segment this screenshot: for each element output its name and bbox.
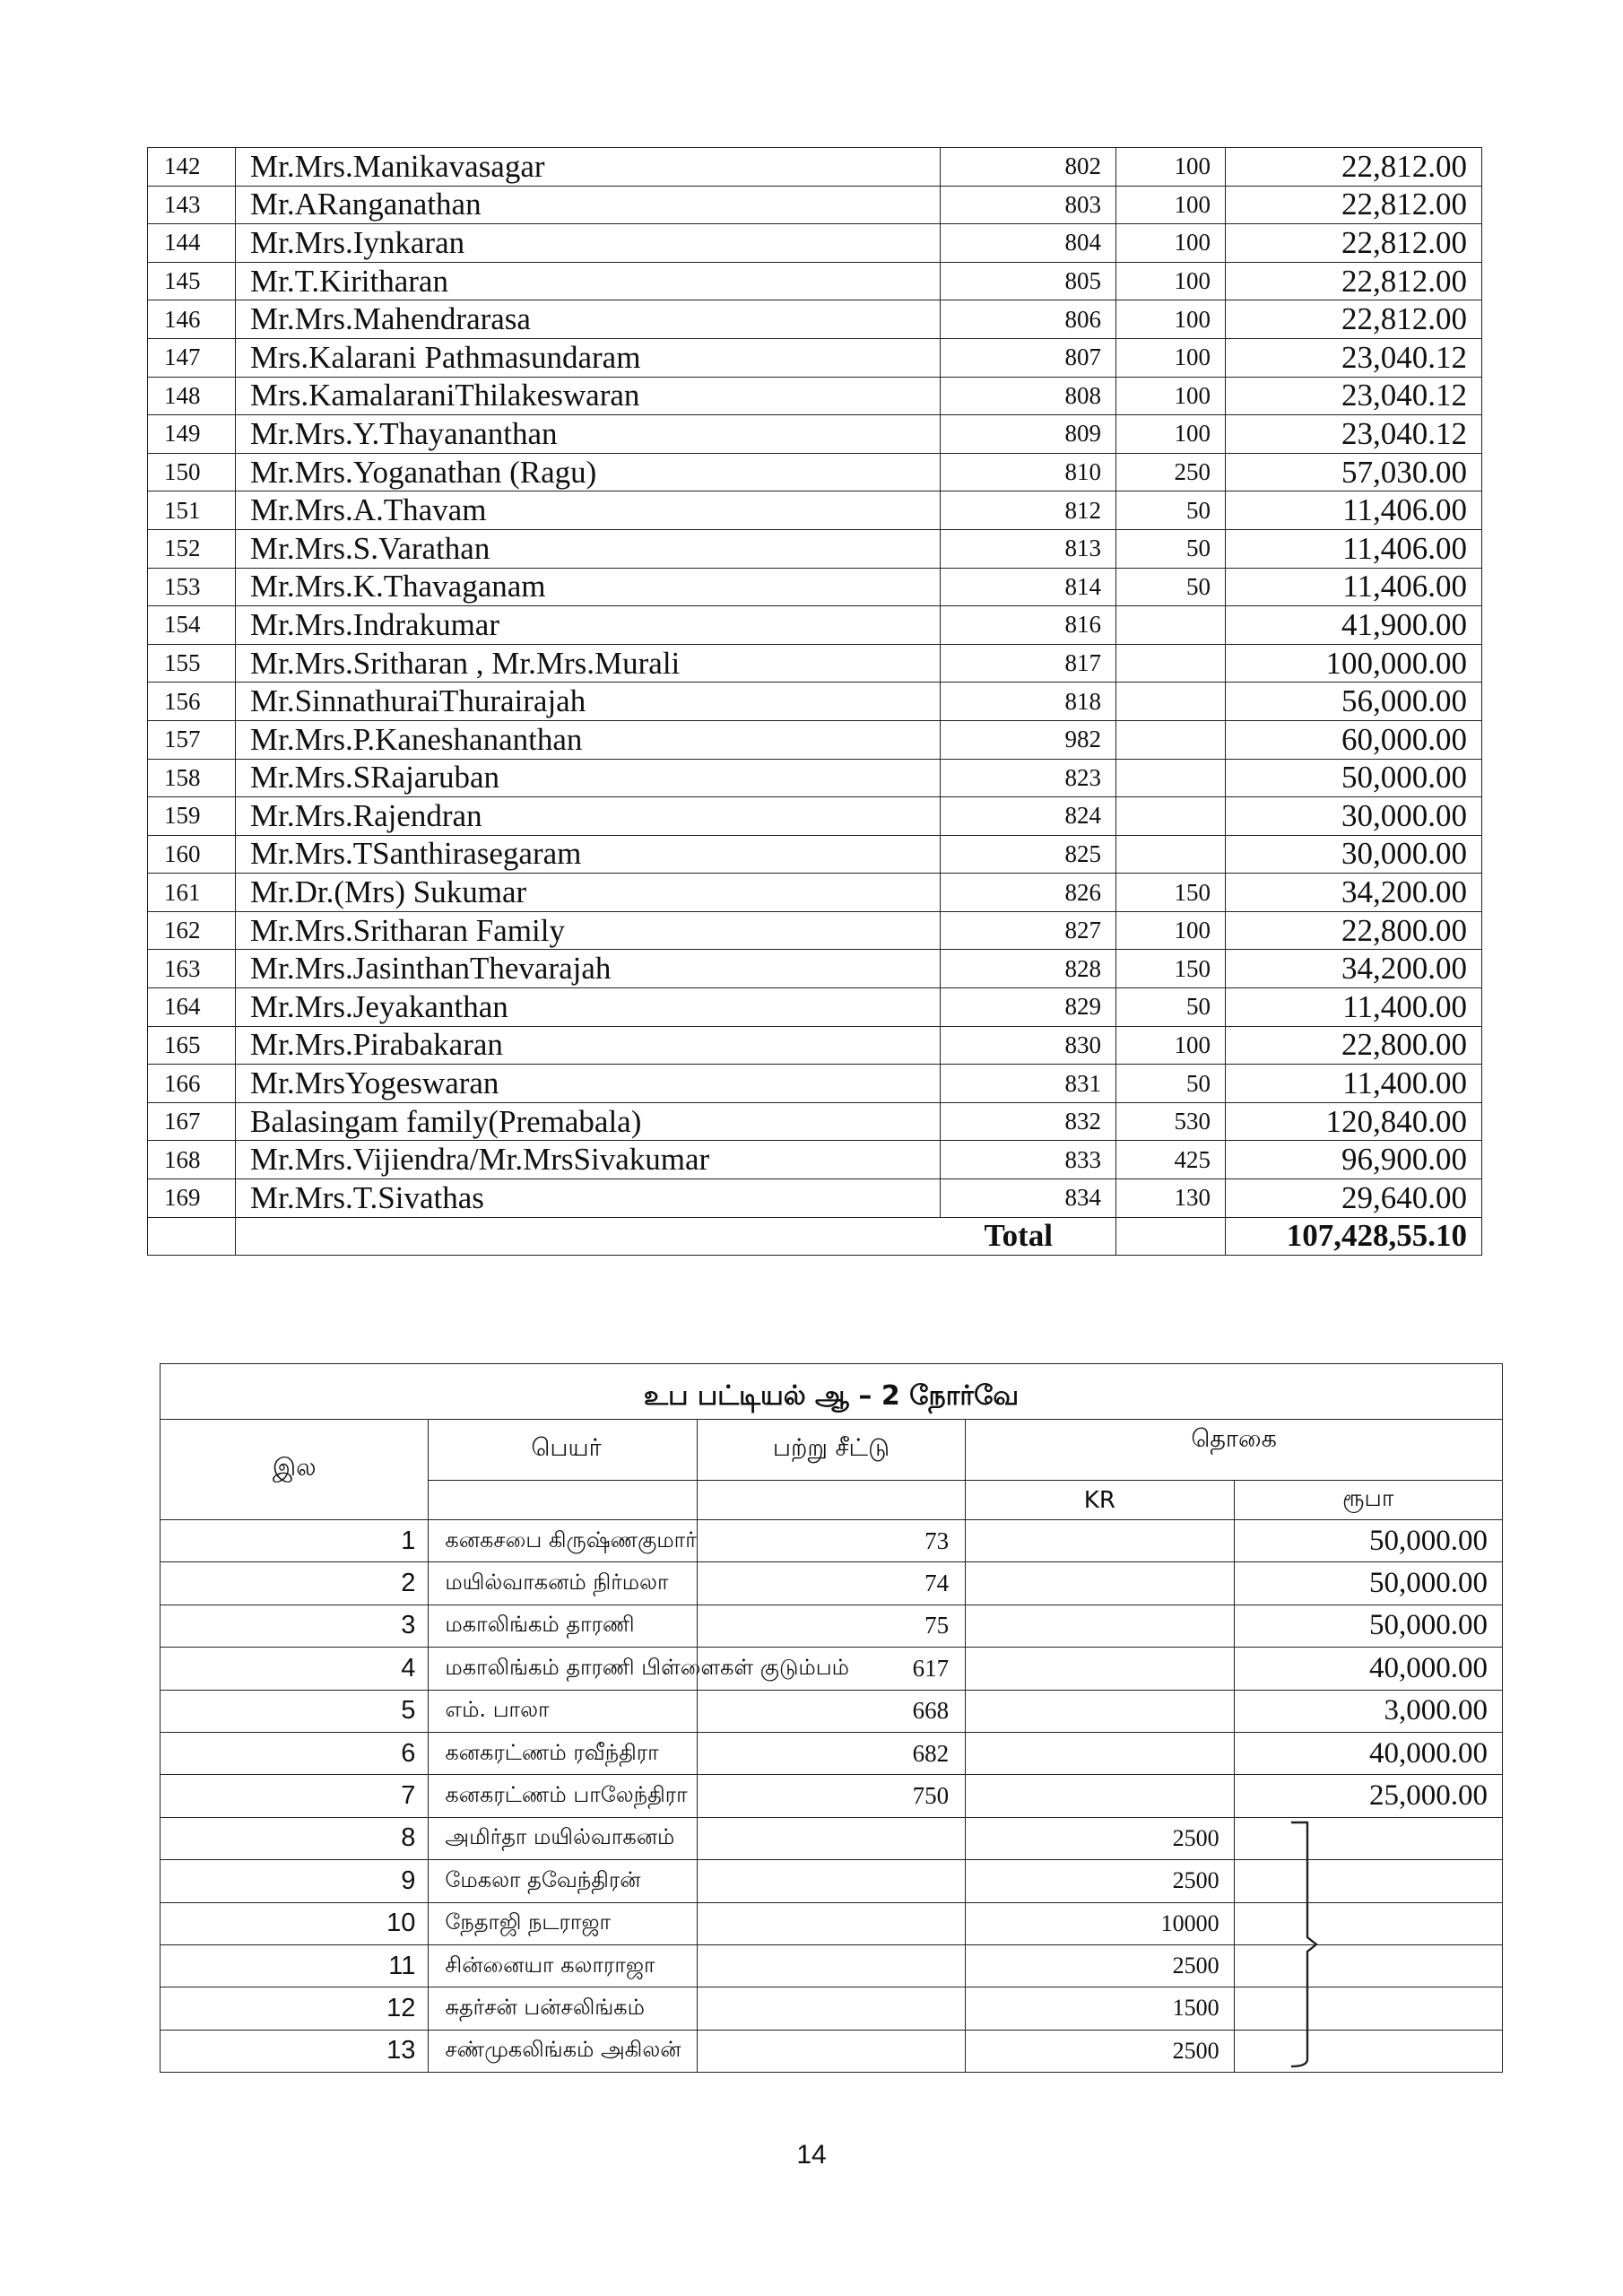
row-name: மகாலிங்கம் தாரணி — [429, 1605, 697, 1647]
row-rupee-amount — [1234, 1944, 1502, 1987]
row-name: Mr.MrsYogeswaran — [236, 1065, 941, 1103]
row-amount: 23,040.12 — [1226, 377, 1482, 415]
table-row — [161, 1648, 1503, 1690]
row-serial-no: 10 — [161, 1902, 429, 1944]
row-kr-amount — [966, 1520, 1234, 1562]
row-shares: 530 — [1116, 1102, 1226, 1141]
row-rupee-amount: 3,000.00 — [1234, 1690, 1502, 1732]
row-kr-amount — [966, 1562, 1234, 1605]
row-shares: 100 — [1116, 1026, 1226, 1065]
row-name: கனகசபை கிருஷ்ணகுமார் — [429, 1520, 697, 1562]
row-receipt-no: 682 — [697, 1732, 965, 1774]
row-shares — [1116, 683, 1226, 721]
table-row — [161, 1732, 1503, 1774]
table-row — [148, 338, 1482, 377]
row-serial-no: 149 — [148, 415, 236, 454]
table-row — [148, 415, 1482, 454]
row-kr-amount — [966, 1732, 1234, 1774]
row-serial-no: 160 — [148, 835, 236, 874]
row-amount: 22,812.00 — [1226, 148, 1482, 187]
row-receipt-no: 73 — [697, 1520, 965, 1562]
row-shares: 50 — [1116, 568, 1226, 606]
header-kr: KR — [966, 1481, 1234, 1520]
row-receipt-no — [697, 1944, 965, 1987]
table-row — [148, 911, 1482, 950]
row-name: மயில்வாகனம் நிர்மலா — [429, 1562, 697, 1605]
row-shares — [1116, 606, 1226, 645]
row-serial-no: 152 — [148, 529, 236, 568]
header-row — [161, 1420, 1503, 1481]
row-shares: 150 — [1116, 874, 1226, 912]
row-receipt-no: 829 — [941, 988, 1116, 1027]
row-serial-no: 168 — [148, 1141, 236, 1179]
row-receipt-no: 832 — [941, 1102, 1116, 1141]
table-row — [148, 148, 1482, 187]
row-serial-no: 165 — [148, 1026, 236, 1065]
row-shares: 100 — [1116, 224, 1226, 263]
row-name: Mr.Mrs.Pirabakaran — [236, 1026, 941, 1065]
row-name: Mr.Mrs.Y.Thayananthan — [236, 415, 941, 454]
row-name: எம். பாலா — [429, 1690, 697, 1732]
row-amount: 30,000.00 — [1226, 797, 1482, 836]
row-rupee-amount: 50,000.00 — [1234, 1520, 1502, 1562]
row-amount: 11,406.00 — [1226, 491, 1482, 530]
row-receipt-no: 805 — [941, 262, 1116, 300]
row-serial-no: 13 — [161, 2030, 429, 2072]
row-serial-no: 145 — [148, 262, 236, 300]
row-serial-no: 7 — [161, 1775, 429, 1817]
row-receipt-no: 814 — [941, 568, 1116, 606]
contributions-table-body — [148, 148, 1482, 1256]
row-shares — [1116, 759, 1226, 797]
row-shares: 100 — [1116, 415, 1226, 454]
row-serial-no: 146 — [148, 300, 236, 339]
row-shares: 100 — [1116, 300, 1226, 339]
row-amount: 41,900.00 — [1226, 606, 1482, 645]
row-amount: 29,640.00 — [1226, 1179, 1482, 1218]
row-serial-no: 143 — [148, 186, 236, 224]
row-amount: 22,812.00 — [1226, 300, 1482, 339]
row-name: Mr.Mrs.A.Thavam — [236, 491, 941, 530]
row-name: மேகலா தவேந்திரன் — [429, 1860, 697, 1902]
row-shares: 50 — [1116, 988, 1226, 1027]
row-name: Mr.Mrs.K.Thavaganam — [236, 568, 941, 606]
row-shares: 100 — [1116, 377, 1226, 415]
row-name: Mr.Mrs.Jeyakanthan — [236, 988, 941, 1027]
row-amount: 22,812.00 — [1226, 224, 1482, 263]
row-name: Mr.Mrs.TSanthirasegaram — [236, 835, 941, 874]
row-name: கனகரட்ணம் ரவீந்திரா — [429, 1732, 697, 1774]
row-rupee-amount — [1234, 1817, 1502, 1859]
row-name: சண்முகலிங்கம் அகிலன் — [429, 2030, 697, 2072]
row-receipt-no: 804 — [941, 224, 1116, 263]
row-serial-no: 159 — [148, 797, 236, 836]
table-row — [148, 683, 1482, 721]
row-name: Mr.ARanganathan — [236, 186, 941, 224]
row-receipt-no: 831 — [941, 1065, 1116, 1103]
row-serial-no: 11 — [161, 1944, 429, 1987]
row-amount: 34,200.00 — [1226, 950, 1482, 988]
row-rupee-amount: 25,000.00 — [1234, 1775, 1502, 1817]
row-name: Balasingam family(Premabala) — [236, 1102, 941, 1141]
row-serial-no: 155 — [148, 644, 236, 683]
table-row — [148, 186, 1482, 224]
table-row — [148, 1065, 1482, 1103]
row-name: Mrs.KamalaraniThilakeswaran — [236, 377, 941, 415]
row-serial-no: 12 — [161, 1987, 429, 2030]
row-amount: 22,800.00 — [1226, 1026, 1482, 1065]
row-shares: 100 — [1116, 148, 1226, 187]
row-receipt-no: 750 — [697, 1775, 965, 1817]
row-receipt-no: 802 — [941, 148, 1116, 187]
sublist-title: உப பட்டியல் ஆ – 2 நோர்வே — [161, 1364, 1503, 1420]
row-receipt-no: 830 — [941, 1026, 1116, 1065]
row-serial-no: 142 — [148, 148, 236, 187]
row-serial-no: 157 — [148, 720, 236, 759]
row-amount: 30,000.00 — [1226, 835, 1482, 874]
row-kr-amount: 10000 — [966, 1902, 1234, 1944]
row-receipt-no: 833 — [941, 1141, 1116, 1179]
row-receipt-no — [697, 1987, 965, 2030]
row-name: Mr.Mrs.Iynkaran — [236, 224, 941, 263]
row-kr-amount — [966, 1775, 1234, 1817]
table-row — [148, 950, 1482, 988]
row-serial-no: 144 — [148, 224, 236, 263]
row-name: Mr.Mrs.JasinthanThevarajah — [236, 950, 941, 988]
row-shares: 130 — [1116, 1179, 1226, 1218]
table-row — [161, 1562, 1503, 1605]
row-receipt-no: 617 — [697, 1648, 965, 1690]
subheader-name-blank — [429, 1481, 697, 1520]
row-name: Mr.Mrs.Manikavasagar — [236, 148, 941, 187]
row-serial-no: 158 — [148, 759, 236, 797]
row-receipt-no: 812 — [941, 491, 1116, 530]
row-name: Mr.Mrs.Mahendrarasa — [236, 300, 941, 339]
table-row — [148, 224, 1482, 263]
row-shares — [1116, 720, 1226, 759]
row-name: மகாலிங்கம் தாரணி பிள்ளைகள் குடும்பம் — [429, 1648, 697, 1690]
row-serial-no: 163 — [148, 950, 236, 988]
row-name: Mr.Mrs.Yoganathan (Ragu) — [236, 453, 941, 491]
table-row — [161, 1690, 1503, 1732]
total-label: Total — [236, 1217, 1116, 1256]
row-receipt-no: 809 — [941, 415, 1116, 454]
table-row — [148, 300, 1482, 339]
row-amount: 100,000.00 — [1226, 644, 1482, 683]
row-shares: 50 — [1116, 491, 1226, 530]
row-amount: 11,400.00 — [1226, 1065, 1482, 1103]
row-name: Mr.T.Kiritharan — [236, 262, 941, 300]
row-receipt-no — [697, 1860, 965, 1902]
row-receipt-no: 982 — [941, 720, 1116, 759]
row-shares — [1116, 797, 1226, 836]
total-value: 107,428,55.10 — [1226, 1217, 1482, 1256]
row-name: சின்னையா கலாராஜா — [429, 1944, 697, 1987]
row-name: Mr.Mrs.SRajaruban — [236, 759, 941, 797]
row-receipt-no: 808 — [941, 377, 1116, 415]
row-shares: 425 — [1116, 1141, 1226, 1179]
row-serial-no: 156 — [148, 683, 236, 721]
row-receipt-no: 807 — [941, 338, 1116, 377]
row-amount: 120,840.00 — [1226, 1102, 1482, 1141]
row-kr-amount: 2500 — [966, 1944, 1234, 1987]
row-name: நேதாஜி நடராஜா — [429, 1902, 697, 1944]
table-row — [148, 568, 1482, 606]
row-receipt-no — [697, 2030, 965, 2072]
row-kr-amount: 1500 — [966, 1987, 1234, 2030]
row-serial-no: 151 — [148, 491, 236, 530]
row-kr-amount — [966, 1648, 1234, 1690]
table-row — [148, 835, 1482, 874]
row-receipt-no — [697, 1817, 965, 1859]
row-serial-no: 162 — [148, 911, 236, 950]
row-shares: 100 — [1116, 186, 1226, 224]
row-serial-no: 167 — [148, 1102, 236, 1141]
table-row — [148, 797, 1482, 836]
row-amount: 23,040.12 — [1226, 415, 1482, 454]
row-serial-no: 1 — [161, 1520, 429, 1562]
row-amount: 50,000.00 — [1226, 759, 1482, 797]
total-row — [148, 1217, 1482, 1256]
row-name: Mr.Mrs.S.Varathan — [236, 529, 941, 568]
table-row — [148, 606, 1482, 645]
row-receipt-no: 818 — [941, 683, 1116, 721]
table-row — [148, 1026, 1482, 1065]
row-receipt-no: 75 — [697, 1605, 965, 1647]
table-row — [148, 874, 1482, 912]
table-row — [148, 720, 1482, 759]
row-receipt-no: 817 — [941, 644, 1116, 683]
row-shares: 250 — [1116, 453, 1226, 491]
table-row — [148, 377, 1482, 415]
page-number: 14 — [796, 2140, 827, 2170]
row-name: Mr.SinnathuraiThurairajah — [236, 683, 941, 721]
row-amount: 23,040.12 — [1226, 338, 1482, 377]
row-serial-no: 161 — [148, 874, 236, 912]
row-amount: 11,406.00 — [1226, 568, 1482, 606]
row-name: Mr.Mrs.Indrakumar — [236, 606, 941, 645]
row-receipt-no: 813 — [941, 529, 1116, 568]
row-receipt-no: 823 — [941, 759, 1116, 797]
row-rupee-amount — [1234, 1987, 1502, 2030]
contributions-table — [147, 147, 1482, 1256]
row-name: அமிர்தா மயில்வாகனம் — [429, 1817, 697, 1859]
table-row — [148, 262, 1482, 300]
row-serial-no: 154 — [148, 606, 236, 645]
table-row — [148, 759, 1482, 797]
row-kr-amount: 2500 — [966, 2030, 1234, 2072]
row-kr-amount: 2500 — [966, 1860, 1234, 1902]
row-amount: 11,406.00 — [1226, 529, 1482, 568]
table-row — [148, 988, 1482, 1027]
row-receipt-no: 828 — [941, 950, 1116, 988]
row-receipt-no: 74 — [697, 1562, 965, 1605]
total-blank — [148, 1217, 236, 1256]
header-rupees: ரூபா — [1234, 1481, 1502, 1520]
bracket-brace-icon — [1288, 1819, 1324, 2070]
row-amount: 22,800.00 — [1226, 911, 1482, 950]
row-receipt-no: 825 — [941, 835, 1116, 874]
row-shares: 100 — [1116, 911, 1226, 950]
row-name: Mr.Mrs.P.Kaneshananthan — [236, 720, 941, 759]
header-serial-no: இல — [161, 1420, 429, 1520]
table-row — [148, 1141, 1482, 1179]
row-serial-no: 4 — [161, 1648, 429, 1690]
row-amount: 11,400.00 — [1226, 988, 1482, 1027]
header-name: பெயர் — [429, 1420, 697, 1481]
row-serial-no: 153 — [148, 568, 236, 606]
row-amount: 57,030.00 — [1226, 453, 1482, 491]
row-amount: 96,900.00 — [1226, 1141, 1482, 1179]
row-amount: 60,000.00 — [1226, 720, 1482, 759]
row-serial-no: 5 — [161, 1690, 429, 1732]
total-blank-shares — [1116, 1217, 1226, 1256]
row-receipt-no: 803 — [941, 186, 1116, 224]
table-row — [161, 1605, 1503, 1647]
table-row — [161, 1775, 1503, 1817]
row-serial-no: 2 — [161, 1562, 429, 1605]
row-shares: 50 — [1116, 1065, 1226, 1103]
row-shares: 100 — [1116, 338, 1226, 377]
row-kr-amount — [966, 1690, 1234, 1732]
table-row — [148, 453, 1482, 491]
row-kr-amount — [966, 1605, 1234, 1647]
table-row — [148, 529, 1482, 568]
row-name: கனகரட்ணம் பாலேந்திரா — [429, 1775, 697, 1817]
row-receipt-no — [697, 1902, 965, 1944]
row-receipt-no: 806 — [941, 300, 1116, 339]
row-name: Mr.Mrs.Sritharan Family — [236, 911, 941, 950]
row-name: Mr.Mrs.T.Sivathas — [236, 1179, 941, 1218]
row-shares: 150 — [1116, 950, 1226, 988]
header-amount: தொகை — [966, 1420, 1503, 1481]
table-row — [161, 1520, 1503, 1562]
row-receipt-no: 810 — [941, 453, 1116, 491]
row-serial-no: 148 — [148, 377, 236, 415]
row-amount: 22,812.00 — [1226, 186, 1482, 224]
row-name: Mr.Mrs.Sritharan , Mr.Mrs.Murali — [236, 644, 941, 683]
subheader-receipt-blank — [697, 1481, 965, 1520]
row-name: Mr.Mrs.Vijiendra/Mr.MrsSivakumar — [236, 1141, 941, 1179]
row-amount: 22,812.00 — [1226, 262, 1482, 300]
row-rupee-amount — [1234, 1860, 1502, 1902]
table-title-row — [161, 1364, 1503, 1420]
row-amount: 34,200.00 — [1226, 874, 1482, 912]
row-serial-no: 3 — [161, 1605, 429, 1647]
row-serial-no: 164 — [148, 988, 236, 1027]
row-rupee-amount — [1234, 2030, 1502, 2072]
row-shares: 100 — [1116, 262, 1226, 300]
row-rupee-amount: 50,000.00 — [1234, 1605, 1502, 1647]
row-receipt-no: 826 — [941, 874, 1116, 912]
row-serial-no: 166 — [148, 1065, 236, 1103]
row-receipt-no: 827 — [941, 911, 1116, 950]
row-serial-no: 6 — [161, 1732, 429, 1774]
row-rupee-amount: 40,000.00 — [1234, 1732, 1502, 1774]
row-name: சுதர்சன் பன்சலிங்கம் — [429, 1987, 697, 2030]
row-receipt-no: 834 — [941, 1179, 1116, 1218]
row-receipt-no: 824 — [941, 797, 1116, 836]
row-serial-no: 147 — [148, 338, 236, 377]
table-row — [148, 1102, 1482, 1141]
table-row — [148, 491, 1482, 530]
row-receipt-no: 816 — [941, 606, 1116, 645]
row-kr-amount: 2500 — [966, 1817, 1234, 1859]
row-name: Mrs.Kalarani Pathmasundaram — [236, 338, 941, 377]
row-rupee-amount: 50,000.00 — [1234, 1562, 1502, 1605]
row-rupee-amount: 40,000.00 — [1234, 1648, 1502, 1690]
row-name: Mr.Dr.(Mrs) Sukumar — [236, 874, 941, 912]
row-shares — [1116, 644, 1226, 683]
row-shares: 50 — [1116, 529, 1226, 568]
table-row — [148, 644, 1482, 683]
row-name: Mr.Mrs.Rajendran — [236, 797, 941, 836]
row-amount: 56,000.00 — [1226, 683, 1482, 721]
row-serial-no: 8 — [161, 1817, 429, 1859]
row-serial-no: 9 — [161, 1860, 429, 1902]
row-serial-no: 150 — [148, 453, 236, 491]
header-receipt: பற்று சீட்டு — [697, 1420, 965, 1481]
row-serial-no: 169 — [148, 1179, 236, 1218]
row-shares — [1116, 835, 1226, 874]
row-receipt-no: 668 — [697, 1690, 965, 1732]
row-rupee-amount — [1234, 1902, 1502, 1944]
table-row — [148, 1179, 1482, 1218]
